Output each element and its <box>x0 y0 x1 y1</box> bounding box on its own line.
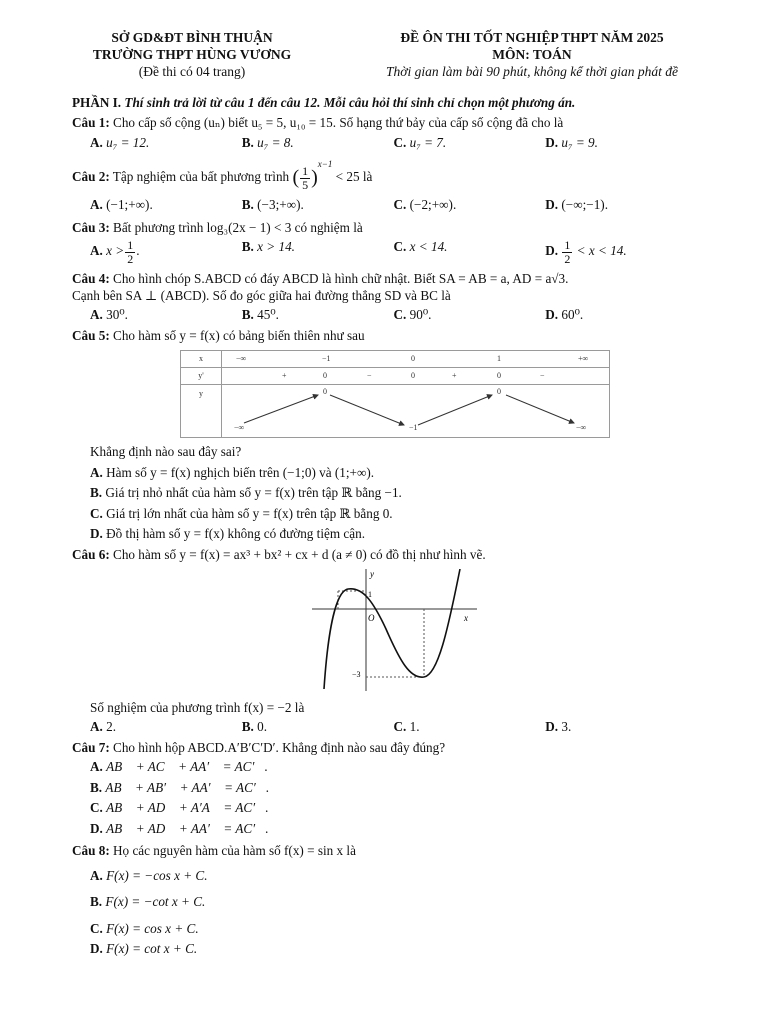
question-label: Câu 8: <box>72 843 110 859</box>
cell: + <box>452 371 457 381</box>
option-text: (−3;+∞). <box>257 197 304 213</box>
option-b[interactable] <box>242 239 394 265</box>
option-text: 45⁰. <box>257 307 279 323</box>
question-5 <box>72 328 697 345</box>
question-label: Câu 7: <box>72 739 110 755</box>
question-text: Bất phương trình log₃(2x − 1) < 3 có nghiệm là <box>113 219 363 235</box>
option-text: 30⁰. <box>106 307 128 323</box>
fraction-den: 2 <box>564 251 571 266</box>
option-a[interactable] <box>90 719 242 736</box>
option-text: AB⃗ + AB′⃗ + AA′⃗ = AC′⃗. <box>105 779 270 795</box>
row-yp-values <box>222 368 610 385</box>
option-key: B. <box>90 779 103 795</box>
variation-table <box>180 350 610 438</box>
option-text: F(x) = −cot x + C. <box>105 894 206 910</box>
cell: 0 <box>323 371 327 381</box>
arrow-up <box>244 395 318 423</box>
exam-title: ĐỀ ÔN THI TỐT NGHIỆP THPT NĂM 2025 <box>400 30 664 45</box>
origin-label: O <box>368 613 375 624</box>
option-d[interactable] <box>90 941 420 958</box>
option-text: Hàm số y = f(x) nghịch biến trên (−1;0) và (1;+∞). <box>106 464 375 480</box>
option-key: D. <box>90 941 103 957</box>
option-text: x > 14. <box>257 239 295 255</box>
y-axis-label: y <box>370 569 374 580</box>
option-key: B. <box>90 894 103 910</box>
option-text-tail: < x < 14. <box>576 243 627 259</box>
arrow-down <box>330 395 404 425</box>
question-text: Cho hình hộp ABCD.A′B′C′D′. Khẳng định nào sau đây đúng? <box>113 739 446 755</box>
question-6 <box>72 547 697 564</box>
row-yp <box>181 368 610 385</box>
question-text: Họ các nguyên hàm của hàm số f(x) = sin x là <box>113 843 356 859</box>
options-6 <box>72 719 697 736</box>
question-3 <box>72 220 697 237</box>
paren-close: ) <box>311 166 318 189</box>
part-label: PHẦN I. <box>72 94 122 110</box>
y-value: −∞ <box>576 423 587 433</box>
exam-header <box>72 30 697 81</box>
school-name: TRƯỜNG THPT HÙNG VƯƠNG <box>92 46 292 62</box>
option-key: B. <box>241 197 254 213</box>
option-key: C. <box>393 239 407 255</box>
option-b[interactable] <box>242 197 394 214</box>
option-b[interactable] <box>242 719 394 736</box>
fraction-num: 1 <box>127 238 134 253</box>
option-c[interactable] <box>394 135 546 152</box>
options-4 <box>72 307 697 324</box>
option-text: F(x) = cot x + C. <box>106 941 198 957</box>
cell: −∞ <box>236 354 247 364</box>
option-key: A. <box>90 134 103 150</box>
option-a[interactable] <box>90 197 242 214</box>
question-1 <box>72 115 697 132</box>
x-axis-label: x <box>464 613 468 624</box>
question-4 <box>72 271 697 304</box>
option-key: D. <box>545 134 559 150</box>
option-d[interactable] <box>545 197 697 214</box>
subject-title: MÔN: TOÁN <box>492 46 572 62</box>
option-text: 0. <box>257 719 268 735</box>
option-fraction <box>125 239 135 265</box>
option-key: C. <box>393 719 407 735</box>
option-text: 60⁰. <box>561 307 584 323</box>
option-text: F(x) = cos x + C. <box>106 920 199 936</box>
option-c[interactable] <box>90 921 420 938</box>
fraction-den: 5 <box>302 177 309 192</box>
option-key: D. <box>545 243 559 259</box>
option-c[interactable] <box>394 719 546 736</box>
option-b[interactable] <box>90 894 420 911</box>
option-a[interactable] <box>90 239 242 265</box>
option-d[interactable] <box>545 719 697 736</box>
question-label: Câu 3: <box>72 219 110 235</box>
question-text: Cho hàm số y = f(x) có bảng biến thiên như sau <box>113 327 365 343</box>
cubic-graph <box>312 569 697 698</box>
option-c[interactable] <box>394 239 546 265</box>
option-key: B. <box>241 307 254 323</box>
question-text: Cho hình chóp S.ABCD có đáy ABCD là hình chữ nhật. Biết SA = AB = a, AD = a√3. <box>113 271 569 287</box>
option-text: (−1;+∞). <box>106 197 153 213</box>
option-c[interactable] <box>394 307 546 324</box>
option-key: C. <box>90 920 103 936</box>
cubic-curve <box>324 569 460 689</box>
exam-page <box>72 30 697 962</box>
question-2 <box>72 159 697 191</box>
cell: y <box>181 385 222 438</box>
question-7 <box>72 740 697 757</box>
option-text: Đồ thị hàm số y = f(x) không có đường tiệm cận. <box>106 526 366 542</box>
option-key: B. <box>241 719 254 735</box>
fraction-num: 1 <box>302 164 309 178</box>
cell: +∞ <box>578 354 589 364</box>
option-text: F(x) = −cos x + C. <box>106 867 208 883</box>
row-x <box>181 351 610 368</box>
question-5-prompt <box>72 444 697 461</box>
pages-note: (Đề thi có 04 trang) <box>138 63 246 79</box>
cell: 0 <box>411 354 415 364</box>
options-2 <box>72 197 697 214</box>
cell: y' <box>181 368 222 385</box>
option-text: 1. <box>409 719 420 735</box>
option-a[interactable] <box>90 307 242 324</box>
option-text: u₇ = 8. <box>257 134 294 150</box>
question-label: Câu 1: <box>72 115 110 131</box>
option-text: (−2;+∞). <box>409 197 457 213</box>
question-label: Câu 2: <box>72 169 110 185</box>
fraction-num: 1 <box>564 238 571 253</box>
option-b[interactable] <box>242 307 394 324</box>
fraction-den: 2 <box>127 251 134 266</box>
question-text-tail: < 25 là <box>335 169 373 185</box>
option-text: u₇ = 9. <box>561 134 598 150</box>
option-key: A. <box>90 243 103 259</box>
option-text: u₇ = 7. <box>409 134 447 150</box>
option-key: C. <box>393 197 407 213</box>
y-value: −∞ <box>234 423 245 433</box>
cell: −1 <box>322 354 331 364</box>
option-key: A. <box>90 719 103 735</box>
question-label: Câu 6: <box>72 546 110 562</box>
option-key: C. <box>90 800 103 816</box>
prompt-text: Số nghiệm của phương trình f(x) = −2 là <box>90 699 305 715</box>
row-x-values <box>222 351 610 368</box>
dept-name: SỞ GD&ĐT BÌNH THUẬN <box>111 30 273 45</box>
option-text-tail: . <box>136 243 140 259</box>
cell: x <box>181 351 222 368</box>
header-left <box>72 30 312 81</box>
statement-b[interactable] <box>72 485 697 502</box>
option-d[interactable] <box>90 821 420 838</box>
option-text: 3. <box>561 719 572 735</box>
option-key: C. <box>393 134 407 150</box>
prompt-text: Khẳng định nào sau đây sai? <box>90 444 242 460</box>
arrow-up <box>418 395 492 425</box>
option-key: A. <box>90 197 103 213</box>
option-key: B. <box>90 485 103 501</box>
option-fraction <box>562 239 572 265</box>
y-value: 0 <box>497 387 501 397</box>
option-key: B. <box>241 239 254 255</box>
y-value: 0 <box>323 387 327 397</box>
cell: 0 <box>497 371 501 381</box>
min-label: −3 <box>352 670 361 680</box>
cell: + <box>282 371 287 381</box>
option-key: D. <box>545 719 559 735</box>
option-c[interactable] <box>394 197 546 214</box>
header-right <box>367 30 697 81</box>
option-text: u₇ = 12. <box>106 134 150 150</box>
option-key: C. <box>393 307 407 323</box>
question-text: Cho cấp số cộng (uₙ) biết u₅ = 5, u₁₀ = 15. Số hạng thứ bảy của cấp số cộng đã cho là <box>113 115 564 131</box>
option-key: D. <box>90 526 103 542</box>
option-text: Giá trị lớn nhất của hàm số y = f(x) trên tập ℝ bằng 0. <box>106 505 393 521</box>
option-key: D. <box>545 197 559 213</box>
statement-c[interactable] <box>72 506 697 523</box>
graph-svg <box>312 569 482 693</box>
cell: 0 <box>411 371 415 381</box>
option-key: A. <box>90 759 103 775</box>
option-text: Giá trị nhỏ nhất của hàm số y = f(x) trên tập ℝ bằng −1. <box>105 485 402 501</box>
option-b[interactable] <box>242 135 394 152</box>
question-text-line2: Cạnh bên SA ⊥ (ABCD). Số đo góc giữa hai đường thẳng SD và BC là <box>72 287 451 303</box>
time-note: Thời gian làm bài 90 phút, không kể thời gian phát đề <box>386 63 678 79</box>
options-3 <box>72 239 697 265</box>
option-key: A. <box>90 867 103 883</box>
question-8 <box>72 843 697 860</box>
option-key: D. <box>90 820 103 836</box>
statement-a[interactable] <box>72 465 697 482</box>
question-label: Câu 5: <box>72 327 110 343</box>
option-d[interactable] <box>545 307 697 324</box>
options-8 <box>72 868 697 962</box>
option-key: D. <box>545 307 559 323</box>
paren-open: ( <box>292 166 300 189</box>
option-d[interactable] <box>545 135 697 152</box>
option-c[interactable] <box>90 800 420 817</box>
option-a[interactable] <box>90 135 242 152</box>
base-fraction <box>300 165 310 191</box>
variation-arrows <box>222 385 612 435</box>
option-key: C. <box>90 505 103 521</box>
options-7 <box>72 759 697 841</box>
part-instruction: Thí sinh trả lời từ câu 1 đến câu 12. Mỗi câu hỏi thí sinh chỉ chọn một phương án. <box>124 94 576 110</box>
cell: − <box>367 371 372 381</box>
option-b[interactable] <box>90 780 420 797</box>
option-text: 2. <box>106 719 117 735</box>
exponent: x−1 <box>317 159 333 170</box>
part-1-heading <box>72 95 697 112</box>
option-text: 90⁰. <box>409 307 432 323</box>
max-label: 1 <box>368 590 372 600</box>
options-1 <box>72 135 697 152</box>
arrow-down <box>506 395 574 423</box>
cell: − <box>540 371 545 381</box>
question-text: Cho hàm số y = f(x) = ax³ + bx² + cx + d (a ≠ 0) có đồ thị như hình vẽ. <box>113 546 486 562</box>
y-value: −1 <box>409 423 418 433</box>
option-text: (−∞;−1). <box>561 197 608 213</box>
statement-d[interactable] <box>72 526 697 543</box>
option-text: AB⃗ + AD⃗ + A′A⃗ = AC′⃗. <box>106 800 269 816</box>
option-key: B. <box>241 134 254 150</box>
option-text: AB⃗ + AC⃗ + AA′⃗ = AC′⃗. <box>106 759 268 775</box>
question-6-prompt <box>72 700 697 717</box>
question-label: Câu 4: <box>72 271 110 287</box>
option-d[interactable] <box>545 239 697 265</box>
option-key: A. <box>90 307 103 323</box>
question-text: Tập nghiệm của bất phương trình <box>112 169 290 185</box>
cell: 1 <box>497 354 501 364</box>
row-y <box>181 385 610 438</box>
option-key: A. <box>90 464 103 480</box>
row-y-values <box>222 385 610 438</box>
option-a[interactable] <box>90 759 420 776</box>
option-text: x < 14. <box>409 239 448 255</box>
option-text: x > <box>106 243 125 259</box>
option-a[interactable] <box>90 868 420 885</box>
option-text: AB⃗ + AD⃗ + AA′⃗ = AC′⃗. <box>106 820 269 836</box>
